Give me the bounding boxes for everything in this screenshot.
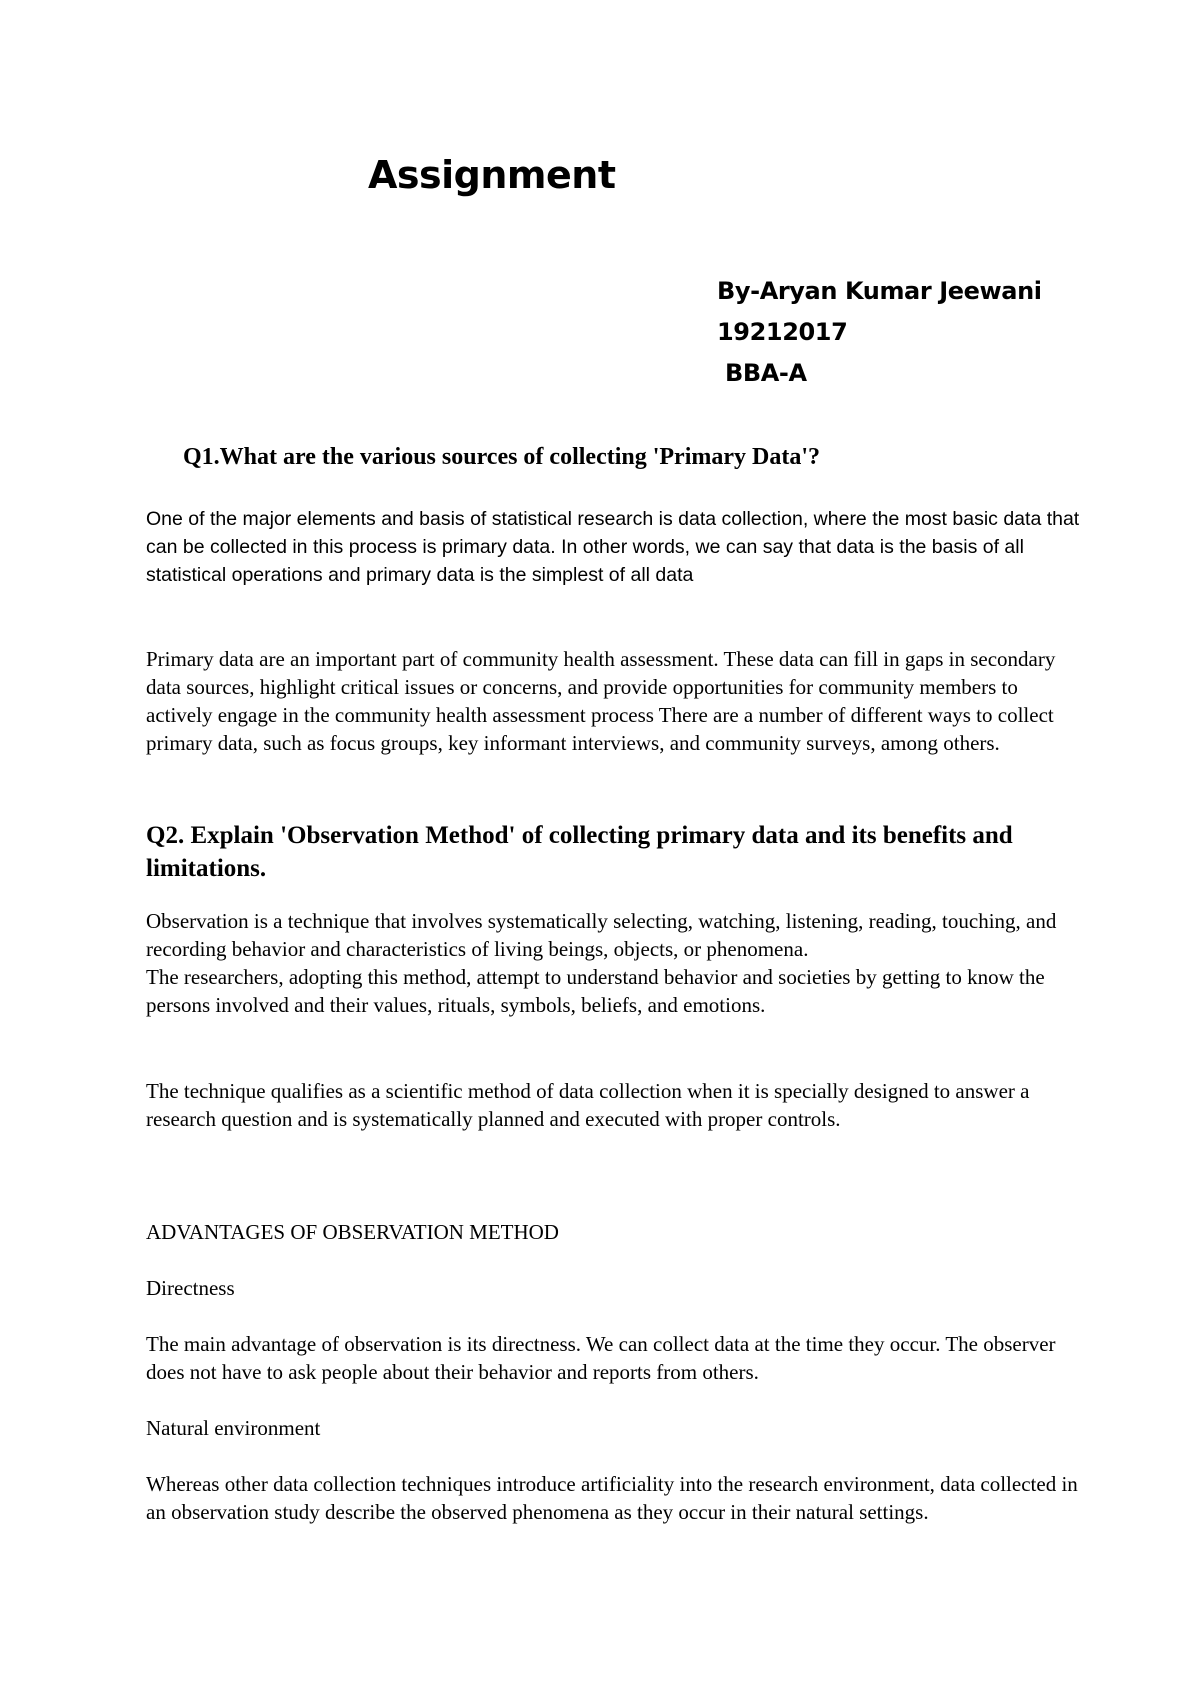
q1-paragraph-2: Primary data are an important part of community health assessment. These data can fill in gaps in secondary data sources, highlight critical issues or concerns, and provide opportunities for community members to actively engage in the community health assessment process There are a number of different ways to collect primary data, such as focus groups, key informant interviews, and community surveys, among others. [146, 647, 1056, 755]
advantages-heading: ADVANTAGES OF OBSERVATION METHOD [146, 1220, 559, 1244]
q2-paragraph-1 [146, 907, 1086, 1019]
author-block [717, 271, 1042, 394]
document-title: Assignment [368, 153, 616, 197]
q2-paragraph-1a: Observation is a technique that involves systematically selecting, watching, listening, reading, touching, and recording behavior and characteristics of living beings, objects, or phenomena. [146, 909, 1057, 961]
directness-text: The main advantage of observation is its directness. We can collect data at the time they occur. The observer does not have to ask people about their behavior and reports from others. [146, 1332, 1056, 1384]
roll-number: 19212017 [717, 318, 848, 346]
natural-environment-text: Whereas other data collection techniques introduce artificiality into the research environment, data collected in an observation study describe the observed phenomena as they occur in their natural settings. [146, 1472, 1078, 1524]
directness-heading: Directness [146, 1276, 235, 1300]
natural-environment-heading: Natural environment [146, 1416, 321, 1440]
q2-paragraph-1b: The researchers, adopting this method, attempt to understand behavior and societies by getting to know the persons involved and their values, rituals, symbols, beliefs, and emotions. [146, 965, 1045, 1017]
section-name: BBA-A [717, 359, 807, 387]
author-name: By-Aryan Kumar Jeewani [717, 277, 1042, 305]
question-2-heading: Q2. Explain 'Observation Method' of collecting primary data and its benefits and limitations. [146, 822, 1013, 882]
question-1-heading: Q1.What are the various sources of collecting 'Primary Data'? [183, 444, 821, 470]
q2-paragraph-2: The technique qualifies as a scientific method of data collection when it is specially designed to answer a research question and is systematically planned and executed with proper controls. [146, 1079, 1030, 1131]
q1-paragraph-1: One of the major elements and basis of statistical research is data collection, where the most basic data that can be collected in this process is primary data. In other words, we can say that data is the basis of all statistical operations and primary data is the simplest of all data [146, 508, 1080, 586]
